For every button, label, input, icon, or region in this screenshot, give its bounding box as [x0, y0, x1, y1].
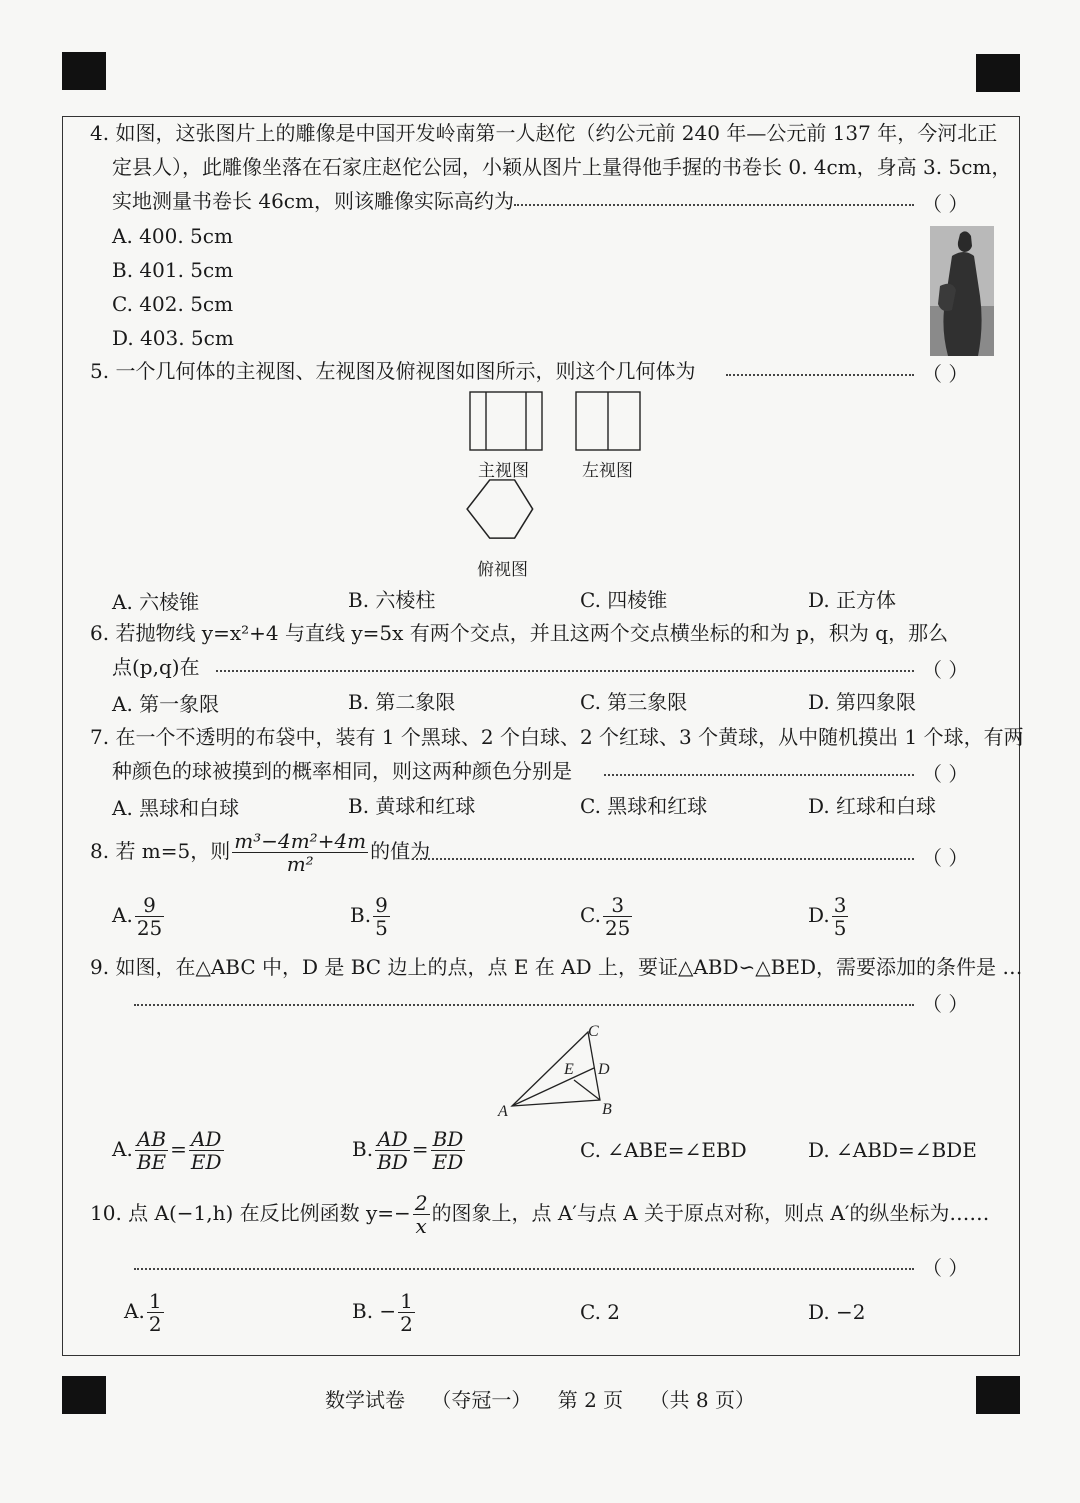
q10-suffix: 的图象上，点 A′与点 A 关于原点对称，则点 A′的纵坐标为…… [431, 1201, 990, 1225]
caption-front-view: 主视图 [478, 461, 529, 481]
caption-top-view: 俯视图 [477, 560, 528, 580]
q10-option-a: A. $\frac{1}{2}$ [124, 1289, 162, 1336]
q5-option-d: D. 正方体 [808, 588, 897, 612]
q8-option-c: C. $\frac{3}{25}$ [580, 893, 631, 940]
q6-answer-blank: （ ） [922, 658, 969, 682]
footer-subject: 数学试卷 [325, 1388, 405, 1412]
point-label-e: E [564, 1061, 574, 1078]
q8-prefix: 8. 若 m=5，则 [90, 839, 231, 863]
point-label-a: A [498, 1103, 508, 1120]
q5-option-b: B. 六棱柱 [348, 588, 436, 612]
q10-dots [134, 1268, 914, 1270]
q9-option-d: D. ∠ABD=∠BDE [808, 1138, 977, 1162]
q7-option-d: D. 红球和白球 [808, 794, 937, 818]
q4-option-c: C. 402. 5cm [112, 292, 234, 316]
q7-dots [604, 774, 914, 776]
footer-page: 第 2 页 [557, 1388, 624, 1412]
q6-line1: 6. 若抛物线 y=x²+4 与直线 y=5x 有两个交点，并且这两个交点横坐标的和为 p，积为 q，那么 [90, 621, 949, 645]
q10-fraction: $\frac{2}{x}$ [414, 1191, 428, 1238]
q8-option-b: B. $\frac{9}{5}$ [350, 893, 388, 940]
point-label-b: B [602, 1101, 612, 1118]
triangle-figure [490, 1020, 630, 1120]
q6-line2: 点(p,q)在 [112, 655, 200, 679]
q7-option-b: B. 黄球和红球 [348, 794, 476, 818]
q10-stem [90, 1192, 989, 1237]
q9-dots [134, 1004, 914, 1006]
q7-option-c: C. 黑球和红球 [580, 794, 708, 818]
q4-line3: 实地测量书卷长 46cm，则该雕像实际高约为 [112, 189, 514, 213]
q7-answer-blank: （ ） [922, 762, 969, 786]
q5-option-a: A. 六棱锥 [112, 590, 200, 614]
q6-option-b: B. 第二象限 [348, 690, 456, 714]
footer-total: （共 8 页） [649, 1388, 755, 1412]
q4-option-b: B. 401. 5cm [112, 258, 234, 282]
q7-line1: 7. 在一个不透明的布袋中，装有 1 个黑球、2 个白球、2 个红球、3 个黄球，从中随机摸出 1 个球，有两 [90, 725, 1024, 749]
q6-option-c: C. 第三象限 [580, 690, 688, 714]
q10-prefix: 10. 点 A(−1,h) 在反比例函数 y=− [90, 1201, 411, 1225]
q9-line1: 9. 如图，在△ABC 中，D 是 BC 边上的点，点 E 在 AD 上，要证△ABD∽△BED，需要添加的条件是 … [90, 955, 1023, 979]
q7-option-a: A. 黑球和白球 [112, 796, 240, 820]
q7-line2: 种颜色的球被摸到的概率相同，则这两种颜色分别是 [112, 759, 572, 783]
point-label-c: C [588, 1023, 599, 1040]
q8-dots [412, 858, 914, 860]
registration-mark-top-right [976, 54, 1020, 92]
q8-answer-blank: （ ） [922, 846, 969, 870]
q6-option-d: D. 第四象限 [808, 690, 917, 714]
caption-left-view: 左视图 [582, 461, 633, 481]
q10-option-c: C. 2 [580, 1300, 621, 1324]
q6-option-a: A. 第一象限 [112, 692, 220, 716]
q8-expression: $\frac{\text{m³−4m²+4m}}{\text{m²}}$ [234, 829, 367, 876]
q9-answer-blank: （ ） [922, 992, 969, 1016]
q10-option-d: D. −2 [808, 1300, 866, 1324]
q4-line1: 4. 如图，这张图片上的雕像是中国开发岭南第一人赵佗（约公元前 240 年—公元前 137 年，今河北正 [90, 121, 998, 145]
q5-dots [726, 374, 914, 376]
q10-option-b: B. − $\frac{1}{2}$ [352, 1289, 413, 1336]
q10-answer-blank: （ ） [922, 1256, 969, 1280]
footer-edition: （夺冠一） [431, 1388, 532, 1412]
q5-option-c: C. 四棱锥 [580, 588, 668, 612]
q4-dots [514, 204, 914, 206]
q9-option-a: A. $\frac{AB}{BE}$ = $\frac{AD}{ED}$ [112, 1127, 222, 1174]
q9-option-c: C. ∠ABE=∠EBD [580, 1138, 747, 1162]
q4-option-d: D. 403. 5cm [112, 326, 234, 350]
statue-photo [930, 226, 994, 356]
q5-text: 5. 一个几何体的主视图、左视图及俯视图如图所示，则这个几何体为 [90, 359, 696, 383]
q4-line2: 定县人），此雕像坐落在石家庄赵佗公园，小颖从图片上量得他手握的书卷长 0. 4cm，身高 3. 5cm， [112, 155, 1012, 179]
q4-option-a: A. 400. 5cm [112, 224, 233, 248]
q8-stem [90, 830, 430, 875]
q8-suffix: 的值为 [370, 839, 431, 863]
q5-answer-blank: （ ） [922, 362, 969, 386]
page-footer [0, 1384, 1080, 1413]
q4-answer-blank: （ ） [922, 192, 969, 216]
q8-option-d: D. $\frac{3}{5}$ [808, 893, 847, 940]
q6-dots [216, 670, 914, 672]
registration-mark-top-left [62, 52, 106, 90]
q9-option-b: B. $\frac{AD}{BD}$ = $\frac{BD}{ED}$ [352, 1127, 464, 1174]
point-label-d: D [598, 1061, 610, 1078]
q8-option-a: A. $\frac{9}{25}$ [112, 893, 163, 940]
